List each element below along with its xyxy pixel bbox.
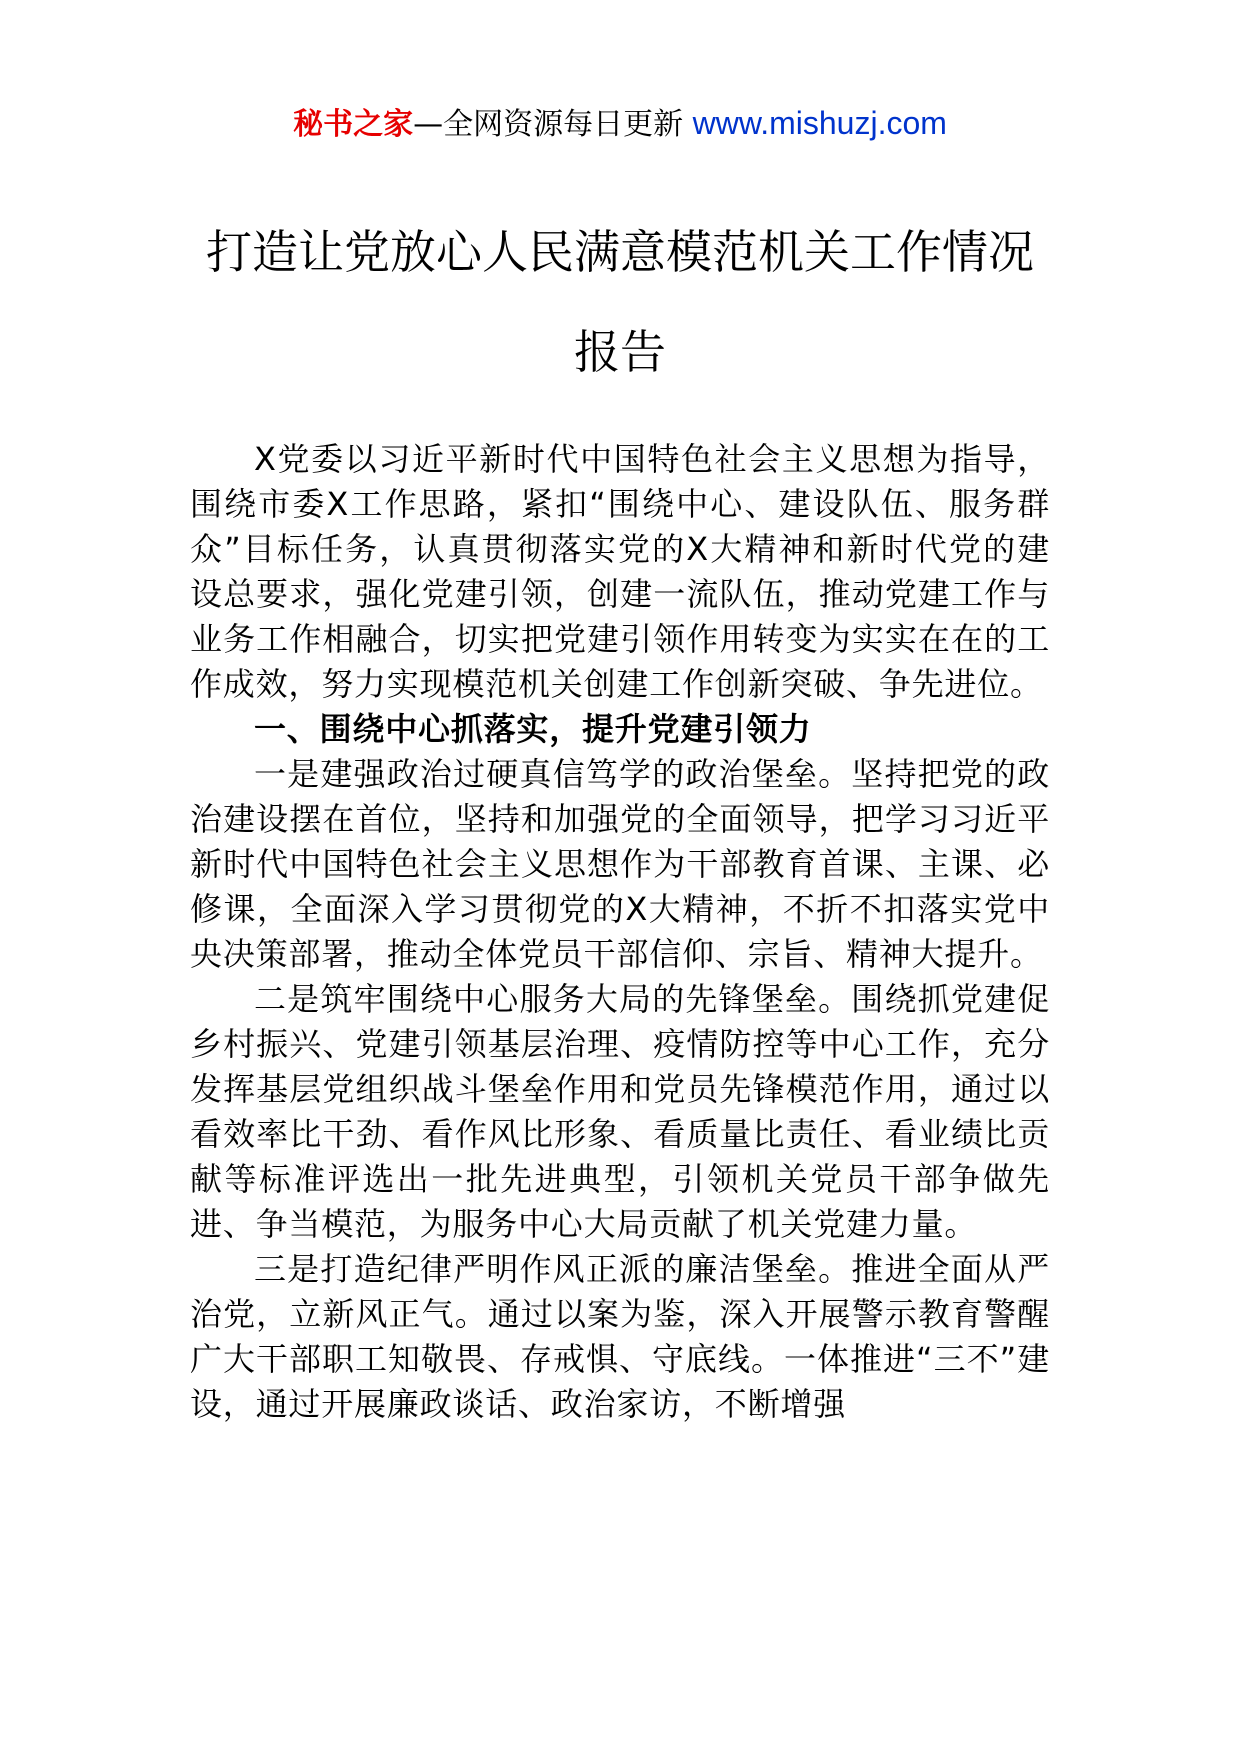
header-tagline: —全网资源每日更新	[413, 107, 684, 142]
document-title	[150, 222, 1090, 382]
title-line-1: 打造让党放心人民满意模范机关工作情况	[206, 225, 1034, 279]
site-url-link[interactable]: www.mishuzj.com	[692, 105, 947, 141]
body-paragraph-2: 二是筑牢围绕中心服务大局的先锋堡垒。围绕抓党建促乡村振兴、党建引领基层治理、疫情防控等中心工作，充分发挥基层党组织战斗堡垒作用和党员先锋模范作用，通过以看效率比干劲、看作风比形象、看质量比责任、看业绩比贡献等标准评选出一批先进典型，引领机关党员干部争做先进、争当模范，为服务中心大局贡献了机关党建力量。	[190, 980, 1050, 1243]
brand-name: 秘书之家	[293, 107, 414, 142]
section-heading: 一、围绕中心抓落实，提升党建引领力	[254, 710, 812, 748]
page-header	[0, 103, 1240, 145]
body-paragraph-3: 三是打造纪律严明作风正派的廉洁堡垒。推进全面从严治党，立新风正气。通过以案为鉴，深入开展警示教育警醒广大干部职工知敬畏、存戒惧、守底线。一体推进“三不”建设，通过开展廉政谈话、政治家访，不断增强	[190, 1250, 1050, 1423]
body-paragraph-1: 一是建强政治过硬真信笃学的政治堡垒。坚持把党的政治建设摆在首位，坚持和加强党的全面领导，把学习习近平新时代中国特色社会主义思想作为干部教育首课、主课、必修课，全面深入学习贯彻党的X大精神，不折不扣落实党中央决策部署，推动全体党员干部信仰、宗旨、精神大提升。	[190, 755, 1050, 973]
intro-paragraph: X党委以习近平新时代中国特色社会主义思想为指导，围绕市委X工作思路，紧扣“围绕中心、建设队伍、服务群众”目标任务，认真贯彻落实党的X大精神和新时代党的建设总要求，强化党建引领，创建一流队伍，推动党建工作与业务工作相融合，切实把党建引领作用转变为实实在在的工作成效，努力实现模范机关创建工作创新突破、争先进位。	[190, 440, 1050, 703]
title-line-2: 报告	[574, 325, 666, 379]
document-body	[190, 437, 1050, 1427]
